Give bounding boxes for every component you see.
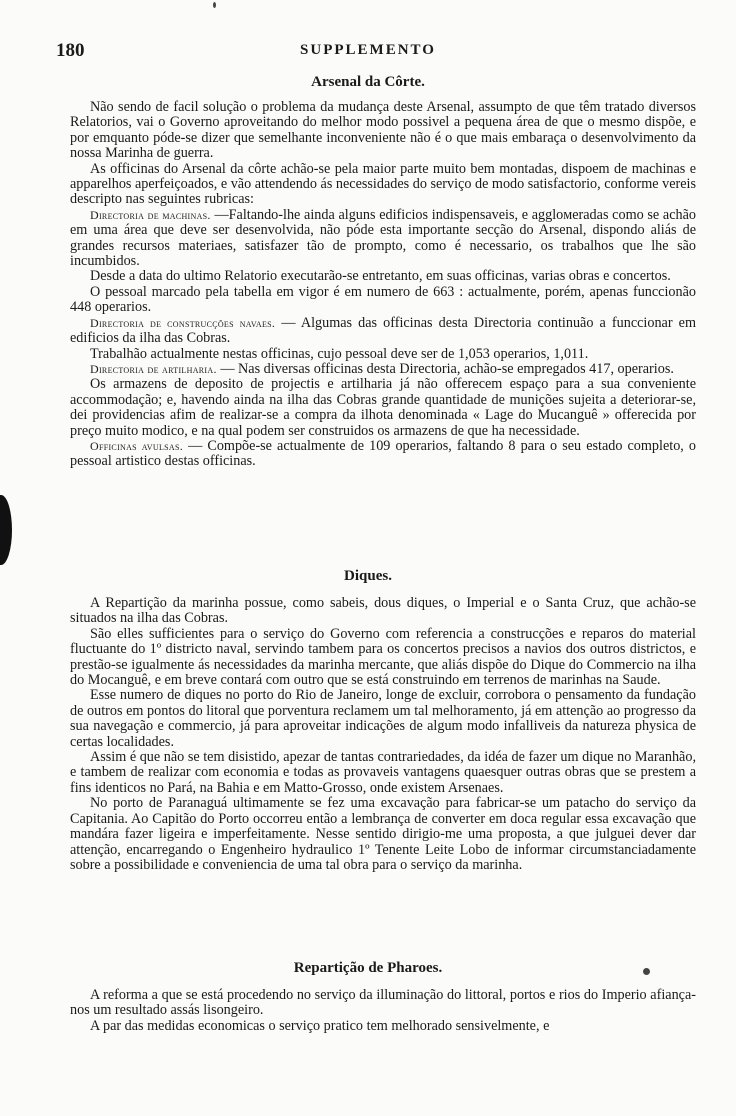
ink-speck — [213, 2, 216, 8]
paragraph-machinas — [70, 208, 696, 270]
paragraph: A Repartição da marinha possue, como sabeis, dous diques, o Imperial e o Santa Cruz, que achão-se situados na ilha das Cobras. — [70, 595, 696, 627]
rubric-label: Directoria de construcções navaes. — [90, 315, 276, 330]
paragraph-artilharia — [70, 362, 696, 377]
rubric-label: Directoria de machinas. — [90, 207, 211, 222]
diques-body — [70, 596, 696, 873]
arsenal-body — [70, 100, 696, 470]
paragraph: Assim é que não se tem disistido, apezar de tantas contrariedades, da idéa de fazer um dique no Maranhão, e tambem de realizar com economia e todas as provaveis vantagens quaesquer outras obras que se prestem a fins identicos no Pará, na Bahia e em Matto-Grosso, onde existem Arsenaes. — [70, 749, 696, 796]
running-title: SUPPLEMENTO — [300, 42, 436, 58]
paragraph: Esse numero de diques no porto do Rio de Janeiro, longe de excluir, corrobora o pensamento da fundação de outros em pontos do litoral que porventura reclamem um tal melhoramento, já em attenção ao progresso da sua navegação e commercio, já para aproveitar indicações de algum modo infalliveis da natureza physica de certas localidades. — [70, 687, 696, 750]
pharoes-body — [70, 988, 696, 1034]
paragraph: Desde a data do ultimo Relatorio executarão-se entretanto, em suas officinas, varias obras e concertos. — [90, 268, 671, 285]
section-title-arsenal: Arsenal da Côrte. — [311, 74, 425, 90]
rubric-label: Directoria de artilharia. — [90, 361, 217, 376]
rubric-text: — Compõe-se actualmente de 109 operarios, faltando 8 para o seu estado completo, o pessoal artistico destas officinas. — [70, 437, 697, 470]
paragraph-construccoes — [70, 316, 696, 347]
rubric-label: Officinas avulsas. — [90, 438, 184, 453]
rubric-text: —Faltando-lhe ainda alguns edificios indispensaveis, e aggloмeradas como se achão em uma área que deve ser desenvolvida, não póde esta importante secção do Arsenal, dispondo aliás de grandes recursos materiaes, satisfazer tão de prompto, como é necessario, os trabalhos que lhe são incumbidos. — [70, 206, 696, 270]
paragraph: Não sendo de facil solução o problema da mudança deste Arsenal, assumpto de que têm tratado diversos Relatorios, vai o Governo aproveitando do melhor modo possivel a pequena área de que o mesmo dispõe, e por emquanto póde-se dizer que semelhante inconveniente não é o que mais embaraça o desenvolvimento da nossa Marinha de guerra. — [70, 99, 696, 162]
rubric-text: — Nas diversas officinas desta Directoria, achão-se empregados 417, operarios. — [220, 360, 674, 377]
rubric-text: — Algumas das officinas desta Directoria continuão a funccionar em edificios da ilha das Cobras. — [70, 314, 697, 347]
paragraph: A par das medidas economicas o serviço pratico tem melhorado sensivelmente, e — [90, 1017, 550, 1034]
section-title-pharoes: Repartição de Pharoes. — [293, 960, 443, 976]
paragraph: No porto de Paranaguá ultimamente se fez uma excavação para fabricar-se um patacho do serviço da Capitania. Ao Capitão do Porto occorreu então a lembrança de converter em doca regular essa excavação que mandára fazer ligeira e imperfeitamente. Nesse sentido dirigio-me uma proposta, a que julguei dever dar attenção, encarregando o Engenheiro hydraulico 1º Tenente Leite Lobo de informar circumstanciadamente sobre a possibilidade e conveniencia de uma tal obra para o serviço da marinha. — [70, 795, 696, 873]
section-title-diques: Diques. — [344, 568, 392, 584]
paragraph: Trabalhão actualmente nestas officinas, cujo pessoal deve ser de 1,053 operarios, 1,011. — [90, 345, 589, 362]
paragraph: A reforma a que se está procedendo no serviço da illuminação do littoral, portos e rios do Imperio afiança-nos um resultado assás lisongeiro. — [70, 987, 696, 1019]
paragraph: Os armazens de deposito de projectis e artilharia já não offerecem espaço para a sua conveniente accommodação; e, havendo ainda na ilha das Cobras grande quantidade de munições sujeita a deteriorar-se, dei providencias afim de realizar-se a compra da ilhota denominada « Lage do Mucanguê » offerecida por preço muito modico, e na qual podem ser construidos os armazens de que ha necessidade. — [70, 376, 696, 439]
paragraph: São elles sufficientes para o serviço do Governo com referencia a construcções e reparos do material fluctuante do 1º districto naval, servindo tambem para os concertos precisos a navios dos outros districtos, e prestão-se igualmente ás necessidades da marinha mercante, que aliás dispõe do Dique do Commercio na ilha do Mocanguê, e em breve contará com outro que se está construindo em terrenos de marinhas na Saude. — [70, 625, 696, 689]
paragraph: As officinas do Arsenal da côrte achão-se pela maior parte muito bem montadas, dispoem de machinas e apparelhos aperfeiçoados, e vão attendendo ás necessidades do serviço de modo satisfactorio, conforme vereis descripto nas seguintes rubricas: — [70, 160, 696, 208]
ink-blot — [0, 495, 12, 565]
paragraph-avulsas — [70, 439, 696, 470]
page-number: 180 — [56, 40, 85, 61]
paragraph: O pessoal marcado pela tabella em vigor é em numero de 663 : actualmente, porém, apenas funccionão 448 operarios. — [70, 283, 696, 316]
